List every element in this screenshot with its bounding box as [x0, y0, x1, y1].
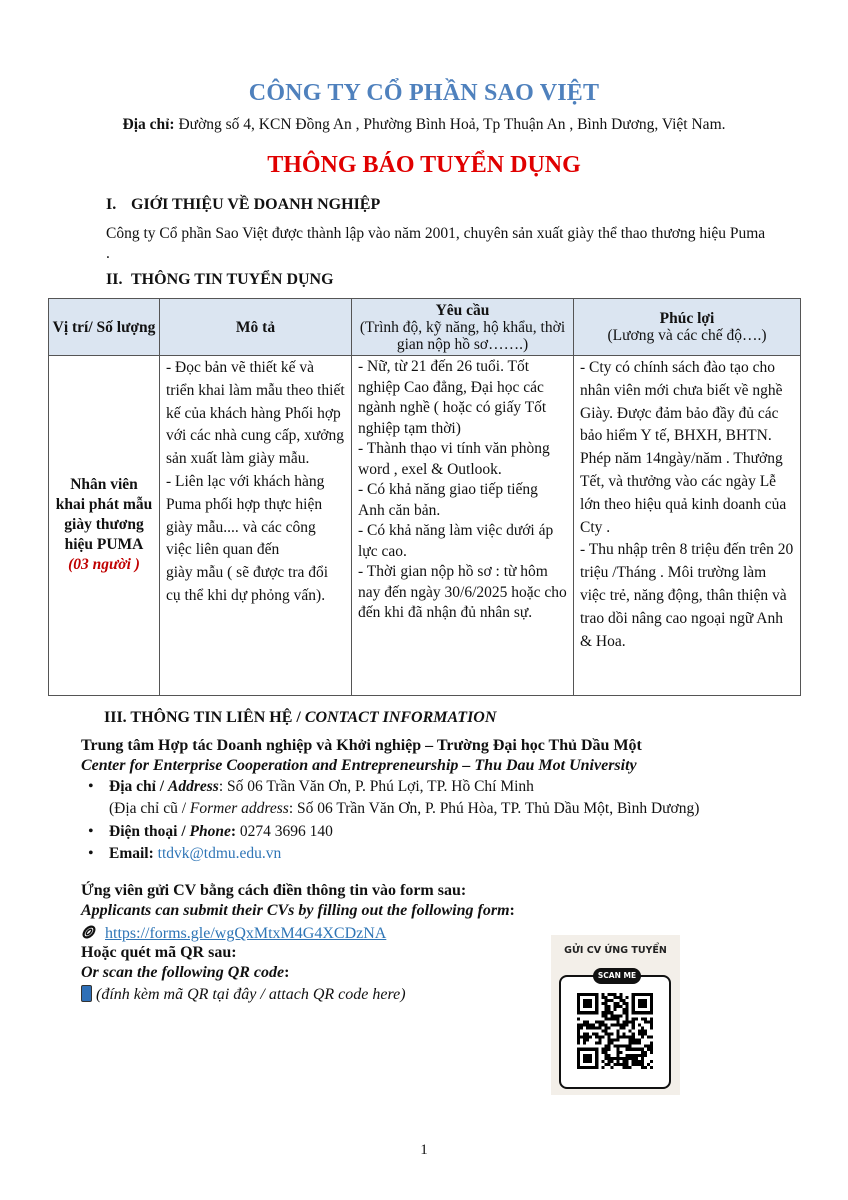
form-url-link[interactable]: https://forms.gle/wgQxMtxM4G4XCDzNA [105, 925, 387, 942]
paperclip-icon [81, 924, 97, 940]
email-label: Email: [109, 844, 154, 862]
section-1-title: GIỚI THIỆU VỀ DOANH NGHIỆP [131, 196, 381, 213]
qr-frame [559, 971, 671, 1089]
header-benefits-sub: (Lương và các chế độ….) [607, 327, 767, 344]
header-requirements-sub: (Trình độ, kỹ năng, hộ khẩu, thời gian nộp hồ sơ…….) [359, 318, 566, 353]
qr-instruction-vn: Hoặc quét mã QR sau: [81, 944, 237, 961]
phone-label-en: Phone [189, 823, 231, 840]
cell-requirements [352, 356, 574, 696]
company-name: CÔNG TY CỔ PHẦN SAO VIỆT [248, 80, 600, 106]
section-2-number: II. [106, 271, 123, 288]
address-value: : Số 06 Trần Văn Ơn, P. Phú Lợi, TP. Hồ Chí Minh [218, 778, 534, 795]
phone-value: 0274 3696 140 [239, 823, 333, 840]
contact-phone: • Điện thoại / Phone: 0274 3696 140 [81, 821, 731, 843]
header-position: Vị trí/ Số lượng [49, 299, 160, 356]
contact-email [81, 843, 731, 865]
section-2-heading [106, 271, 334, 289]
position-title: Nhân viên khai phát mẫu giày thương hiệu PUMA [55, 476, 153, 553]
description-line: - Liên lạc với khách hàng Puma phối hợp thực hiện giày mẫu.... và các công việc liên quan đến [166, 472, 325, 559]
phone-label-vn: Điện thoại / [109, 823, 190, 840]
address-label: Địa chỉ: [122, 116, 175, 133]
position-count: (03 người ) [68, 556, 140, 573]
header-benefits [574, 299, 801, 356]
bullet-icon: • [88, 844, 94, 862]
benefit-line: - Cty có chính sách đào tạo cho nhân viên mới chưa biết về nghề Giày. Được đảm bảo đầy đủ các bảo hiểm Y tế, BHXH, BHTN. Phép năm 14ngày/năm . Thưởng Tết, và thưởng vào các ngày Lễ lớn theo hiệu quả kinh doanh của Cty . [580, 359, 787, 536]
description-line: - Đọc bản vẽ thiết kế và triển khai làm mẫu theo thiết kế của khách hàng Phối hợp với các nhà cung cấp, xưởng sản xuất làm giày mẫu. [166, 359, 345, 468]
header-requirements [352, 299, 574, 356]
former-address-prefix: (Địa chỉ cũ / [109, 799, 190, 817]
bullet-icon: • [88, 778, 94, 795]
company-address [0, 116, 848, 134]
mobile-phone-icon [81, 985, 92, 1002]
qr-note: (đính kèm mã QR tại đây / attach QR code here) [81, 985, 406, 1004]
qr-code[interactable] [577, 993, 653, 1069]
header-description: Mô tả [160, 299, 352, 356]
section-3-heading [104, 709, 496, 727]
contact-list [81, 776, 731, 864]
former-address-value: : Số 06 Trần Văn Ơn, P. Phú Hòa, TP. Thủ Dầu Một, Bình Dương) [288, 799, 700, 817]
form-link-line [81, 924, 386, 943]
address-label-vn: Địa chỉ / [109, 778, 168, 795]
cell-description [160, 356, 352, 696]
address-value: Đường số 4, KCN Đồng An , Phường Bình Hoả, Tp Thuận An , Bình Dương, Việt Nam. [174, 116, 726, 133]
header-requirements-title: Yêu cầu [435, 301, 490, 319]
section-3-title-vn: III. THÔNG TIN LIÊN HỆ / [104, 709, 305, 726]
requirement-line: - Nữ, từ 21 đến 26 tuổi. Tốt nghiệp Cao đẳng, Đại học các ngành nghề ( hoặc có giấy Tốt nghiệp tạm thời) [358, 358, 547, 437]
bullet-icon: • [88, 823, 94, 840]
scan-me-badge: SCAN ME [593, 968, 641, 984]
qr-instruction-en: Or scan the following QR code: [81, 964, 290, 981]
table-header-row [49, 299, 801, 356]
table-row [49, 356, 801, 696]
section-2-title: THÔNG TIN TUYỂN DỤNG [131, 271, 334, 288]
address-label-en: Address [168, 778, 219, 795]
requirement-line: - Có khả năng làm việc dưới áp lực cao. [358, 522, 554, 560]
qr-card [551, 935, 680, 1095]
requirement-line: - Thành thạo vi tính văn phòng word , exel & Outlook. [358, 440, 550, 478]
form-instruction-vn: Ứng viên gửi CV bằng cách điền thông tin vào form sau: [81, 882, 467, 899]
requirement-line: - Thời gian nộp hồ sơ : từ hôm nay đến ngày 30/6/2025 hoặc cho đến khi đã nhận đủ nhân sự. [358, 563, 567, 621]
section-1-heading [106, 196, 380, 214]
cell-benefits [574, 356, 801, 696]
notice-title: THÔNG BÁO TUYỂN DỤNG [267, 152, 581, 178]
center-name-en: Center for Enterprise Cooperation and Entrepreneurship – Thu Dau Mot University [81, 757, 637, 774]
section-1-number: I. [106, 196, 117, 213]
section-3-title-en: CONTACT INFORMATION [304, 709, 497, 726]
former-address-label: Former address [189, 799, 289, 817]
qr-card-title: GỬI CV ỨNG TUYỂN [564, 945, 667, 956]
header-benefits-title: Phúc lợi [659, 310, 715, 327]
requirement-line: - Có khả năng giao tiếp tiếng Anh căn bản. [358, 481, 538, 519]
description-line: giày mẫu ( sẽ được tra đổi cụ thể khi dự phỏng vấn). [166, 564, 329, 604]
email-link[interactable]: ttdvk@tdmu.edu.vn [157, 844, 282, 862]
page-number: 1 [420, 1142, 428, 1158]
company-intro: Công ty Cổ phần Sao Việt được thành lập vào năm 2001, chuyên sản xuất giày thể thao thương hiệu Puma . [106, 225, 766, 262]
contact-address [81, 776, 731, 819]
recruitment-table [48, 298, 801, 696]
center-name-vn: Trung tâm Hợp tác Doanh nghiệp và Khởi nghiệp – Trường Đại học Thủ Dầu Một [81, 737, 642, 754]
benefit-line: - Thu nhập trên 8 triệu đến trên 20 triệu /Tháng . Môi trường làm việc trẻ, năng động, thân thiện và trao dồi nâng cao ngoại ngữ Anh & Hoa. [580, 541, 794, 650]
form-instruction-en: Applicants can submit their CVs by filling out the following form: [81, 902, 515, 919]
cell-position [49, 356, 160, 696]
